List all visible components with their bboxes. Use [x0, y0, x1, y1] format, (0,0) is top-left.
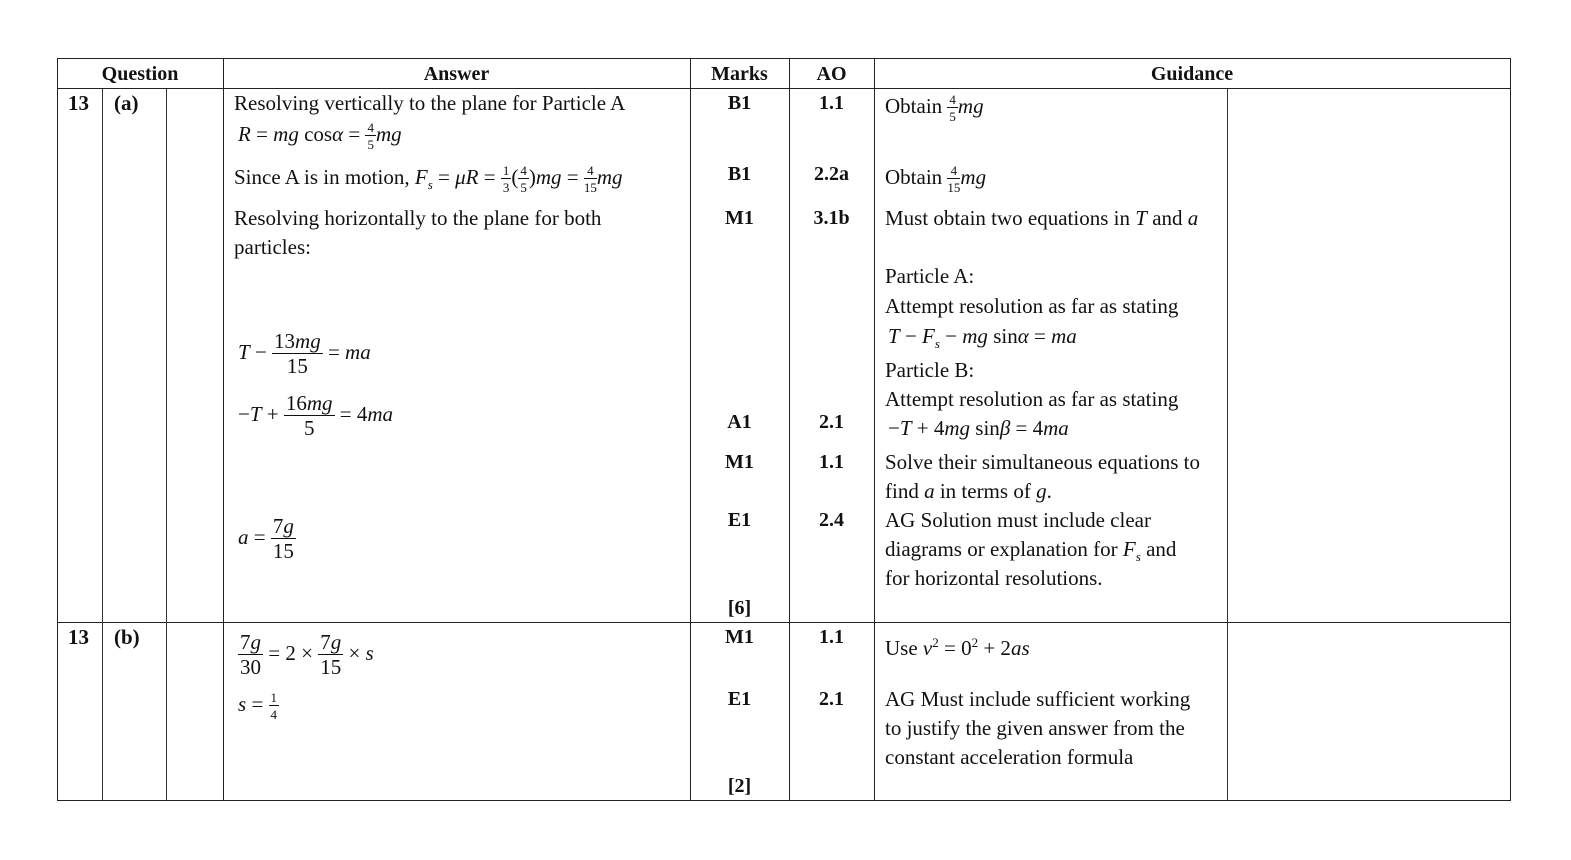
guidance-obtain-label: Obtain [885, 165, 943, 189]
header-guidance: Guidance [1150, 63, 1234, 85]
guidance-ag-2-text: diagrams or explanation for [885, 537, 1118, 561]
guidance-ag-3: constant acceleration formula [885, 745, 1134, 769]
ao-2-1: 2.1 [819, 688, 844, 710]
table-bottom-border [57, 800, 1510, 801]
guidance-attempt-b: Attempt resolution as far as stating [885, 387, 1179, 411]
question-number: 13 [68, 625, 89, 649]
guidance-ag-2: diagrams or explanation for $F_s$ and [885, 537, 1177, 565]
guidance-solve-1: Solve their simultaneous equations to [885, 450, 1200, 474]
guidance-solve-2: find a in terms of g. [885, 479, 1052, 503]
guidance-equation-b: −T + 4mg sinβ = 4ma [888, 416, 1069, 440]
header-question: Question [101, 63, 179, 85]
mark-total: [6] [727, 597, 752, 619]
mark-m1: M1 [725, 626, 754, 648]
mark-m1: M1 [725, 451, 754, 473]
ao-1-1: 1.1 [819, 626, 844, 648]
guidance-use-formula: Use $v^2 = 0^2 + 2as$ [885, 635, 1030, 660]
answer-resolve-vertical: Resolving vertically to the plane for Particle A [234, 91, 626, 115]
guidance-ag-2: to justify the given answer from the [885, 716, 1185, 740]
ao-1-1: 1.1 [819, 451, 844, 473]
guidance-obtain-reaction: Obtain $\frac{4}{5}$ mg [885, 92, 984, 125]
table-left-border [57, 58, 58, 801]
header-answer: Answer [423, 63, 490, 85]
mark-b1: B1 [727, 92, 752, 114]
answer-resolve-horizontal-2: particles: [234, 235, 311, 259]
header-ao: AO [816, 63, 847, 85]
guidance-left-border [874, 58, 875, 801]
answer-friction-label: Since A is in motion, [234, 165, 410, 189]
guidance-attempt-a: Attempt resolution as far as stating [885, 294, 1179, 318]
answer-normal-reaction: R = mg cosα = $\frac{4}{5}$ mg [238, 120, 402, 153]
question-number: 13 [68, 91, 89, 115]
guidance-ag-1: AG Solution must include clear [885, 508, 1151, 532]
guidance-particle-a: Particle A: [885, 264, 975, 288]
guidance-and-text: and [1152, 206, 1183, 230]
ao-2-4: 2.4 [819, 509, 844, 531]
mark-b1: B1 [727, 163, 752, 185]
answer-left-border [223, 58, 224, 801]
ao-1-1: 1.1 [819, 92, 844, 114]
mark-e1: E1 [727, 509, 752, 531]
mark-m1: M1 [725, 207, 754, 229]
mark-a1: A1 [727, 411, 752, 433]
equation-particle-a: T − $\frac{13mg}{15}$ = ma [238, 329, 371, 379]
answer-friction: Since A is in motion, $F_s = \mu R$ = $\frac{1}{3}$ ( $\frac{4}{5}$ )mg = $\frac{4}{15}$ mg [234, 163, 623, 196]
header-marks: Marks [711, 63, 768, 85]
table-top-border [57, 58, 1510, 59]
ao-2-2a: 2.2a [814, 163, 849, 185]
guidance-in-terms-text: in terms of [939, 479, 1031, 503]
guidance-ag-3: for horizontal resolutions. [885, 566, 1103, 590]
guidance-two-equations-text: Must obtain two equations in [885, 206, 1130, 230]
guidance-obtain-label: Obtain [885, 94, 943, 118]
answer-resolve-horizontal-1: Resolving horizontally to the plane for both [234, 206, 602, 230]
question-number-divider [102, 89, 103, 801]
guidance-find-text: find [885, 479, 919, 503]
guidance-obtain-friction: Obtain $\frac{4}{15}$ mg [885, 163, 987, 196]
equation-acceleration: a = $\frac{7g}{15}$ [238, 514, 294, 564]
equation-particle-b: −T + $\frac{16mg}{5}$ = 4ma [238, 391, 394, 441]
guidance-ag-and-text: and [1146, 537, 1177, 561]
mark-total: [2] [727, 775, 752, 797]
ao-3-1b: 3.1b [813, 207, 850, 229]
mark-e1: E1 [727, 688, 752, 710]
guidance-equation-a: $T - F_s$ − mg sinα = ma [888, 324, 1077, 352]
ao-2-1: 2.1 [819, 411, 844, 433]
guidance-inner-divider [1227, 89, 1228, 801]
table-right-border [1510, 58, 1511, 801]
guidance-use-text: Use [885, 636, 918, 660]
guidance-ag-1: AG Must include sufficient working [885, 687, 1191, 711]
question-part-divider [166, 89, 167, 801]
equation-suvat: $\frac{7g}{30}$ = 2 × $\frac{7g}{15}$ × s [240, 630, 374, 680]
guidance-particle-b: Particle B: [885, 358, 975, 382]
question-part: (b) [114, 625, 140, 649]
question-part: (a) [114, 91, 139, 115]
equation-distance: s = $\frac{1}{4}$ [238, 690, 278, 723]
guidance-two-equations: Must obtain two equations in T and a [885, 206, 1199, 230]
